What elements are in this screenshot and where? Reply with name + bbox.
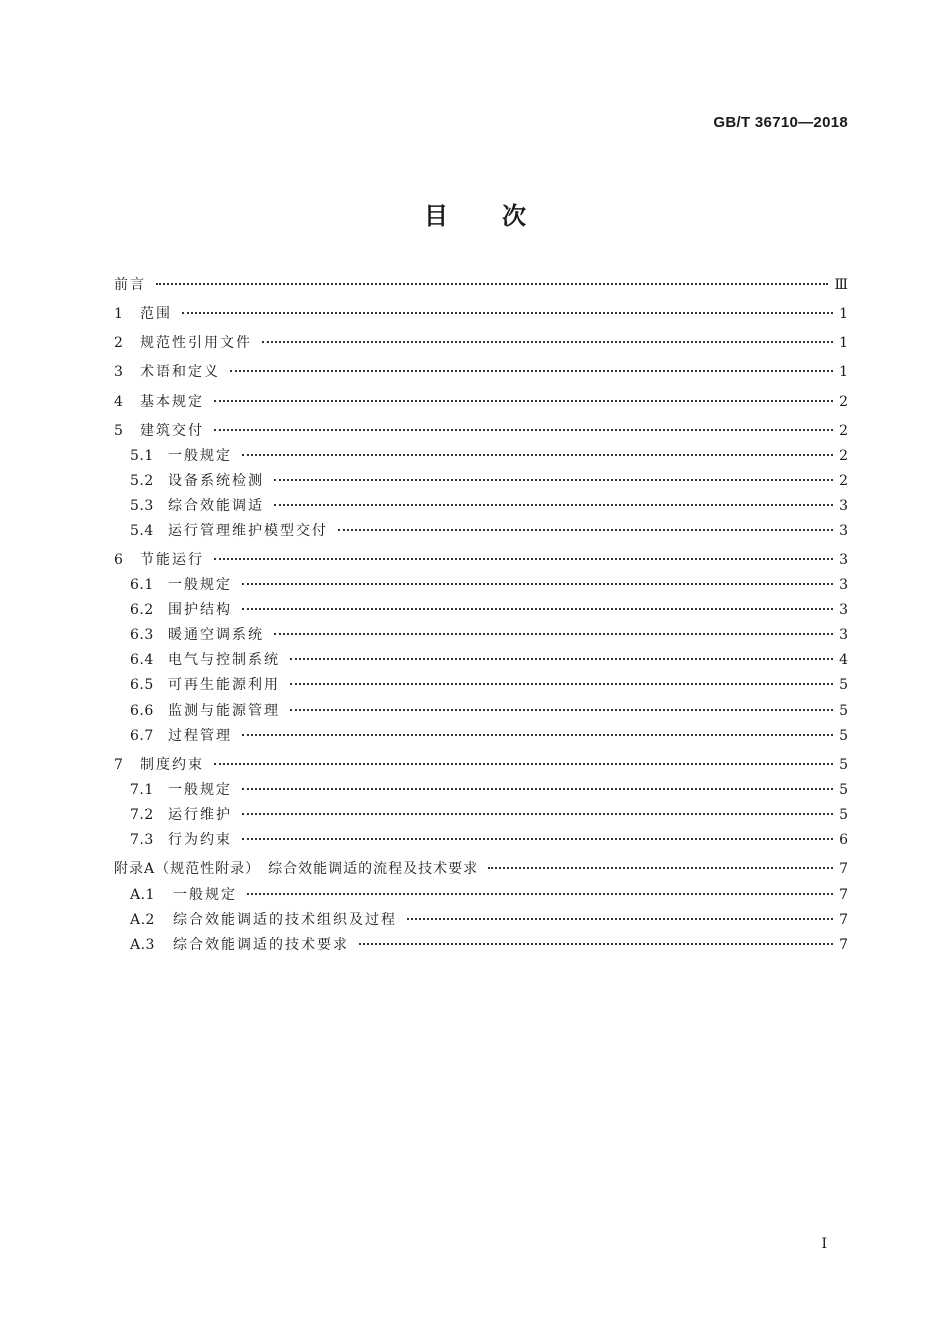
toc-entry-page: 7 [839,912,848,928]
toc-entry-1[interactable] [114,305,848,323]
toc-entry-appendix-a[interactable] [114,860,848,878]
toc-entry-page: 5 [839,703,848,719]
toc-entry-label: 节能运行 [140,552,204,568]
toc-entry-page: 2 [839,394,848,410]
toc-leader-dots [274,633,833,635]
toc-entry-page: 3 [839,627,848,643]
toc-entry-label: 综合效能调适 [168,498,264,514]
toc-entry-number: 7 [114,757,124,773]
toc-leader-dots [230,370,833,372]
toc-leader-dots [214,429,833,431]
standard-code: GB/T 36710—2018 [713,114,848,131]
toc-entry-6-6[interactable] [130,702,848,720]
toc-entry-number: 7.3 [130,832,154,848]
toc-entry-6-7[interactable] [130,727,848,745]
toc-entry-7[interactable] [114,756,848,774]
toc-entry-number: 5.4 [130,523,154,539]
toc-entry-label: 运行维护 [168,807,232,823]
toc-entry-label: 规范性引用文件 [140,335,252,351]
toc-entry-number: 6.6 [130,703,154,719]
toc-entry-number: 5.2 [130,473,154,489]
toc-entry-3[interactable] [114,363,848,381]
toc-entry-6-4[interactable] [130,651,848,669]
toc-entry-number: A.3 [130,937,155,953]
toc-leader-dots [359,943,833,945]
toc-entry-2[interactable] [114,334,848,352]
toc-entry-label: 过程管理 [168,728,232,744]
toc-entry-page: 7 [839,887,848,903]
toc-leader-dots [488,867,833,869]
toc-entry-7-2[interactable] [130,806,848,824]
toc-entry-label: 一般规定 [168,577,232,593]
toc-entry-page: 5 [839,807,848,823]
toc-entry-number: 2 [114,335,124,351]
toc-leader-dots [262,341,833,343]
toc-entry-page: 3 [839,577,848,593]
toc-leader-dots [242,838,833,840]
toc-entry-page: 1 [839,306,848,322]
toc-entry-a-3[interactable] [130,936,848,954]
toc-entry-page: 3 [839,552,848,568]
toc-entry-label: 一般规定 [168,448,232,464]
toc-entry-number: 6.5 [130,677,154,693]
toc-entry-page: 1 [839,364,848,380]
toc-entry-5-4[interactable] [130,522,848,540]
toc-entry-7-3[interactable] [130,831,848,849]
toc-entry-page: 4 [839,652,848,668]
toc-entry-page: 7 [839,937,848,953]
toc-entry-number: 5 [114,423,124,439]
toc-leader-dots [214,400,833,402]
toc-entry-a-1[interactable] [130,886,848,904]
toc-leader-dots [156,283,828,285]
toc-entry-page: 1 [839,335,848,351]
toc-entry-label: 暖通空调系统 [168,627,264,643]
toc-leader-dots [242,813,833,815]
toc-entry-number: 6.2 [130,602,154,618]
toc-entry-page: 5 [839,757,848,773]
toc-leader-dots [290,683,833,685]
toc-entry-number: 4 [114,394,124,410]
toc-entry-label: 行为约束 [168,832,232,848]
toc-entry-number: 6.1 [130,577,154,593]
toc-entry-number: 6.7 [130,728,154,744]
toc-entry-label: 综合效能调适的技术要求 [173,937,349,953]
toc-entry-number: 3 [114,364,124,380]
toc-entry-5[interactable] [114,422,848,440]
toc-entry-foreword[interactable] [114,276,848,294]
toc-entry-page: 5 [839,677,848,693]
toc-entry-label: 一般规定 [168,782,232,798]
toc-leader-dots [214,763,833,765]
toc-entry-5-2[interactable] [130,472,848,490]
toc-entry-number: 5.3 [130,498,154,514]
toc-entry-page: 7 [839,861,848,877]
toc-entry-7-1[interactable] [130,781,848,799]
toc-leader-dots [274,479,833,481]
toc-entry-label: 附录A（规范性附录） 综合效能调适的流程及技术要求 [114,861,479,877]
toc-entry-page: 5 [839,728,848,744]
toc-entry-label: 建筑交付 [140,423,204,439]
toc-leader-dots [242,454,833,456]
toc-leader-dots [242,788,833,790]
page-number: I [821,1236,827,1252]
toc-leader-dots [338,529,833,531]
toc-entry-label: 可再生能源利用 [168,677,280,693]
toc-entry-label: 前言 [114,277,146,293]
toc-entry-label: 设备系统检测 [168,473,264,489]
toc-entry-5-1[interactable] [130,447,848,465]
toc-entry-6[interactable] [114,551,848,569]
toc-entry-number: 7.1 [130,782,154,798]
toc-entry-label: 监测与能源管理 [168,703,280,719]
toc-entry-number: A.1 [130,887,155,903]
toc-entry-page: 3 [839,523,848,539]
toc-entry-4[interactable] [114,393,848,411]
toc-entry-number: 5.1 [130,448,154,464]
toc-entry-number: 6.3 [130,627,154,643]
toc-leader-dots [242,583,833,585]
toc-entry-page: Ⅲ [834,277,848,293]
toc-entry-label: 基本规定 [140,394,204,410]
toc-leader-dots [214,558,833,560]
toc-entry-label: 运行管理维护模型交付 [168,523,328,539]
toc-entry-page: 2 [839,473,848,489]
toc-entry-number: A.2 [130,912,155,928]
toc-leader-dots [182,312,833,314]
page-title: 目次 [424,202,580,230]
toc-entry-5-3[interactable] [130,497,848,515]
toc-entry-label: 围护结构 [168,602,232,618]
toc-entry-label: 一般规定 [173,887,237,903]
toc-entry-page: 3 [839,602,848,618]
toc-entry-label: 综合效能调适的技术组织及过程 [173,912,397,928]
toc-entry-label: 术语和定义 [140,364,220,380]
toc-entry-label: 电气与控制系统 [168,652,280,668]
toc-entry-page: 5 [839,782,848,798]
toc-leader-dots [242,734,833,736]
toc-entry-6-1[interactable] [130,576,848,594]
toc-entry-6-5[interactable] [130,676,848,694]
toc-entry-page: 3 [839,498,848,514]
toc-entry-number: 6.4 [130,652,154,668]
toc-entry-page: 6 [839,832,848,848]
toc-entry-label: 范围 [140,306,172,322]
toc-entry-page: 2 [839,448,848,464]
toc-entry-6-3[interactable] [130,626,848,644]
toc-entry-label: 制度约束 [140,757,204,773]
toc-entry-6-2[interactable] [130,601,848,619]
toc-leader-dots [290,658,833,660]
toc-entry-a-2[interactable] [130,911,848,929]
toc-entry-number: 7.2 [130,807,154,823]
toc-entry-page: 2 [839,423,848,439]
toc-leader-dots [290,709,833,711]
toc-entry-number: 1 [114,306,124,322]
toc-leader-dots [247,893,833,895]
toc-leader-dots [274,504,833,506]
toc-leader-dots [407,918,833,920]
toc-leader-dots [242,608,833,610]
toc-entry-number: 6 [114,552,124,568]
